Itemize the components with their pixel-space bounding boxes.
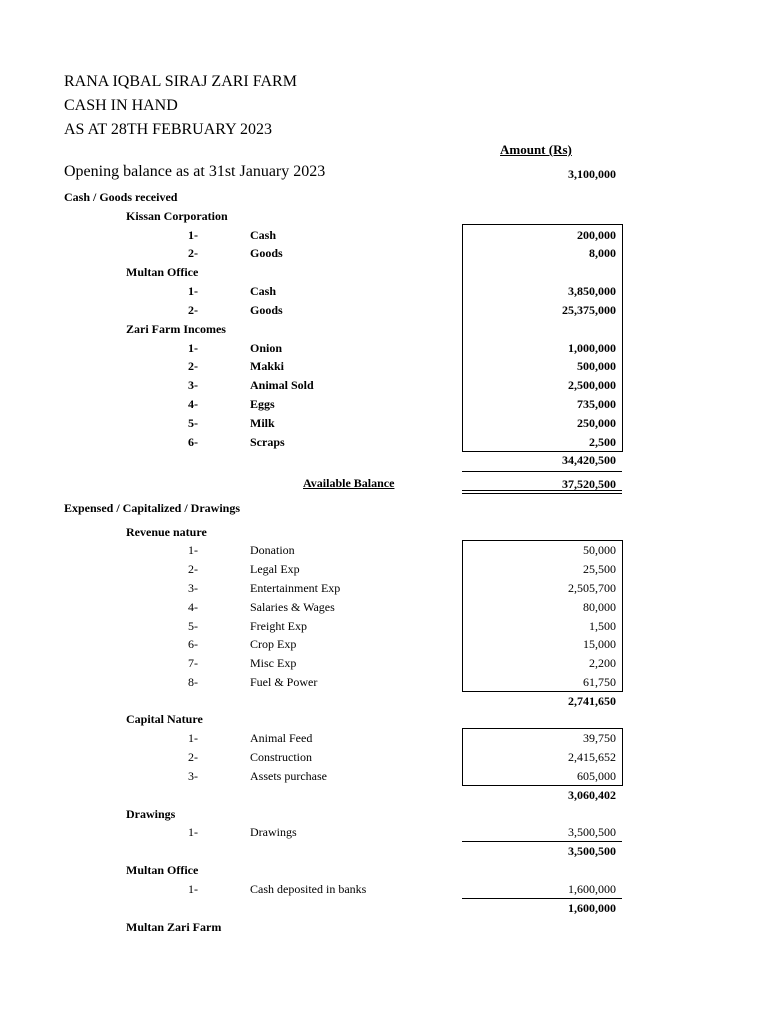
drawings-total: 3,500,500 (568, 844, 616, 858)
row-name: Misc Exp (250, 656, 297, 670)
available-balance-double-rule (462, 490, 622, 494)
row-amount: 2,505,700 (568, 581, 616, 595)
row-name: Fuel & Power (250, 675, 318, 689)
row-amount: 1,600,000 (568, 882, 616, 896)
row-no: 4- (188, 600, 198, 614)
row-name: Entertainment Exp (250, 581, 341, 595)
row-no: 2- (188, 246, 198, 260)
row-name: Cash deposited in banks (250, 882, 367, 896)
multan-office-total: 1,600,000 (568, 901, 616, 915)
row-no: 2- (188, 750, 198, 764)
row-amount: 25,500 (583, 562, 616, 576)
row-no: 1- (188, 731, 198, 745)
row-no: 1- (188, 543, 198, 557)
multan-label: Multan Office (126, 265, 199, 279)
opening-balance-amount: 3,100,000 (568, 167, 616, 181)
row-name: Animal Sold (250, 378, 314, 392)
row-name: Assets purchase (250, 769, 327, 783)
row-name: Cash (250, 284, 277, 298)
zari-label: Zari Farm Incomes (126, 322, 226, 336)
row-name: Construction (250, 750, 312, 764)
revenue-total: 2,741,650 (568, 694, 616, 708)
row-amount: 3,850,000 (568, 284, 616, 298)
row-amount: 50,000 (583, 543, 616, 557)
multan-office-label: Multan Office (126, 863, 199, 877)
row-no: 2- (188, 562, 198, 576)
row-amount: 61,750 (583, 675, 616, 689)
row-name: Drawings (250, 825, 297, 839)
multan-zari-label: Multan Zari Farm (126, 920, 222, 934)
row-name: Donation (250, 543, 295, 557)
available-balance-amount: 37,520,500 (562, 477, 616, 491)
row-no: 1- (188, 341, 198, 355)
row-amount: 2,500 (589, 435, 616, 449)
row-amount: 1,500 (589, 619, 616, 633)
amount-column-header: Amount (Rs) (500, 142, 572, 157)
row-no: 1- (188, 228, 198, 242)
row-name: Salaries & Wages (250, 600, 335, 614)
row-amount: 250,000 (577, 416, 616, 430)
row-amount: 2,200 (589, 656, 616, 670)
row-amount: 15,000 (583, 637, 616, 651)
row-name: Cash (250, 228, 277, 242)
row-amount: 500,000 (577, 359, 616, 373)
company-title: RANA IQBAL SIRAJ ZARI FARM (64, 73, 297, 90)
opening-balance-label: Opening balance as at 31st January 2023 (64, 163, 326, 180)
row-amount: 200,000 (577, 228, 616, 242)
row-name: Animal Feed (250, 731, 313, 745)
row-no: 2- (188, 359, 198, 373)
report-date: AS AT 28TH FEBRUARY 2023 (64, 121, 273, 138)
row-amount: 80,000 (583, 600, 616, 614)
revenue-label: Revenue nature (126, 525, 207, 539)
row-amount: 3,500,500 (568, 825, 616, 839)
row-name: Crop Exp (250, 637, 297, 651)
row-amount: 2,500,000 (568, 378, 616, 392)
row-no: 1- (188, 284, 198, 298)
row-no: 3- (188, 769, 198, 783)
row-amount: 8,000 (589, 246, 616, 260)
row-no: 8- (188, 675, 198, 689)
capital-label: Capital Nature (126, 712, 203, 726)
row-no: 5- (188, 619, 198, 633)
row-amount: 25,375,000 (562, 303, 616, 317)
row-name: Milk (250, 416, 275, 430)
row-name: Freight Exp (250, 619, 307, 633)
row-no: 2- (188, 303, 198, 317)
row-no: 6- (188, 435, 198, 449)
received-total-rule (462, 471, 622, 472)
row-amount: 2,415,652 (568, 750, 616, 764)
row-amount: 605,000 (577, 769, 616, 783)
row-amount: 39,750 (583, 731, 616, 745)
kissan-label: Kissan Corporation (126, 209, 228, 223)
report-subtitle: CASH IN HAND (64, 97, 178, 114)
capital-total: 3,060,402 (568, 788, 616, 802)
row-name: Scraps (250, 435, 285, 449)
row-name: Makki (250, 359, 285, 373)
row-no: 4- (188, 397, 198, 411)
multan-office-rule (462, 898, 622, 899)
available-balance-label: Available Balance (303, 476, 395, 490)
row-name: Legal Exp (250, 562, 300, 576)
row-no: 1- (188, 882, 198, 896)
row-no: 7- (188, 656, 198, 670)
row-amount: 1,000,000 (568, 341, 616, 355)
received-section-title: Cash / Goods received (64, 190, 178, 204)
row-name: Goods (250, 303, 283, 317)
row-name: Eggs (250, 397, 275, 411)
drawings-rule (462, 841, 622, 842)
received-total: 34,420,500 (562, 453, 616, 467)
row-no: 3- (188, 378, 198, 392)
row-no: 6- (188, 637, 198, 651)
drawings-label: Drawings (126, 807, 176, 821)
row-no: 5- (188, 416, 198, 430)
row-no: 1- (188, 825, 198, 839)
row-name: Onion (250, 341, 283, 355)
expensed-section-title: Expensed / Capitalized / Drawings (64, 501, 241, 515)
row-name: Goods (250, 246, 283, 260)
row-no: 3- (188, 581, 198, 595)
row-amount: 735,000 (577, 397, 616, 411)
